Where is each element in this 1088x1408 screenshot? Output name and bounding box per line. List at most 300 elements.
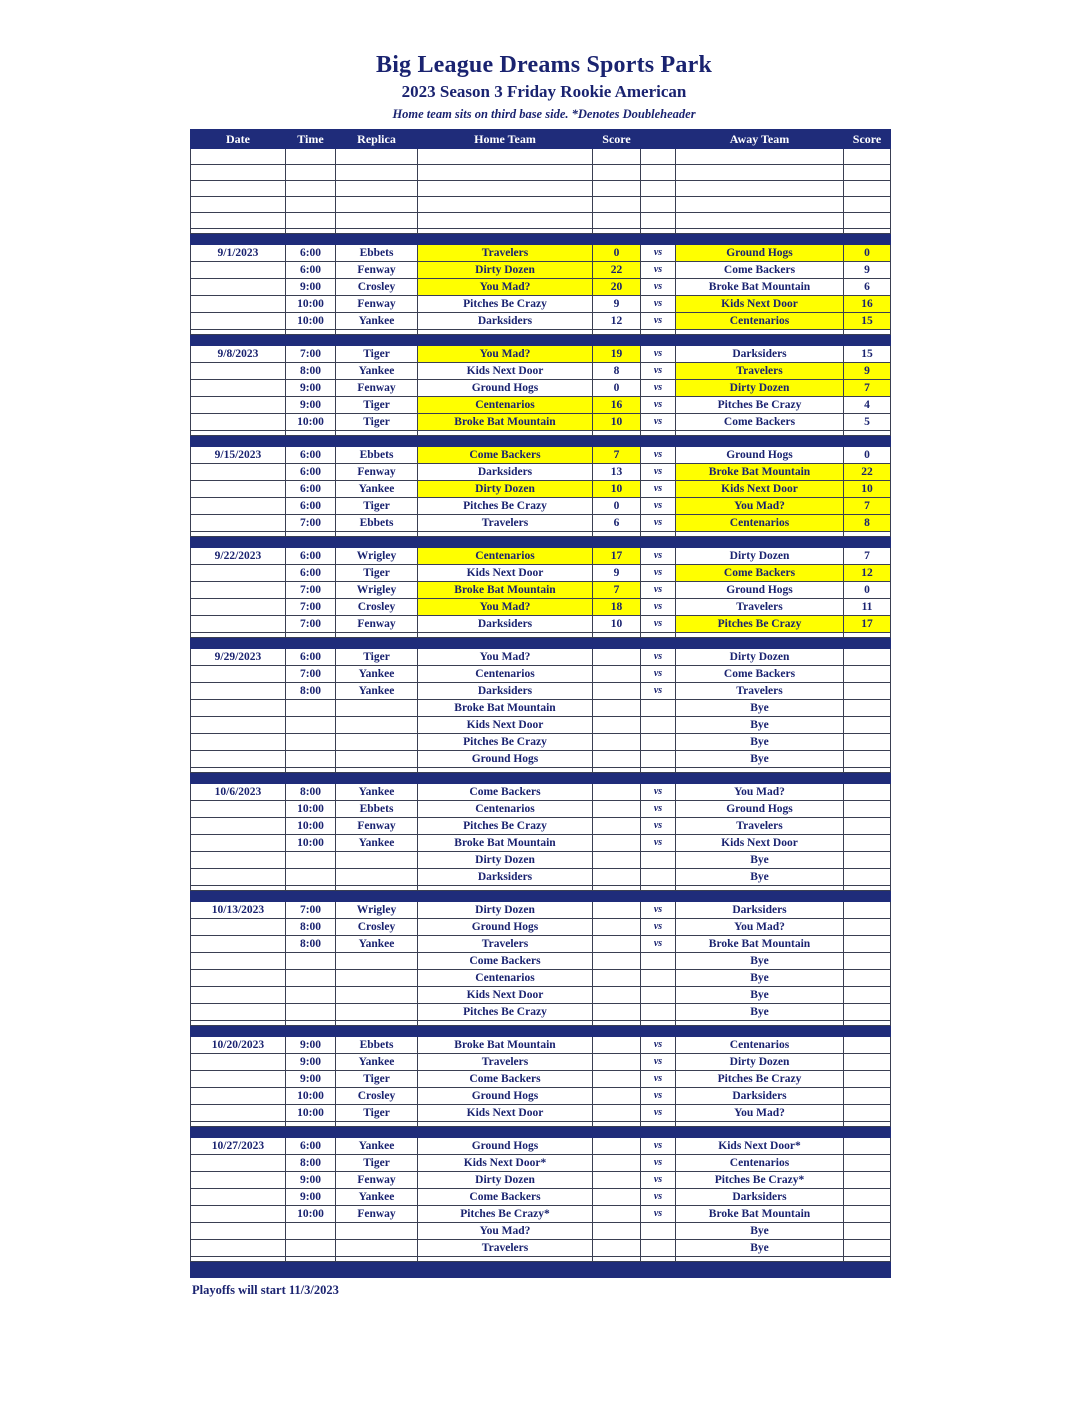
bye-row [191,987,891,1004]
date-cell [191,1054,286,1071]
time-cell: 9:00 [286,1037,336,1054]
replica-cell: Wrigley [336,548,418,565]
game-row [191,414,891,431]
away-team-cell: Bye [676,700,844,717]
date-cell: 9/1/2023 [191,245,286,262]
time-cell: 9:00 [286,1189,336,1206]
replica-cell: Tiger [336,498,418,515]
vs-cell: vs [641,313,676,330]
away-score-cell [844,1037,891,1054]
replica-cell: Yankee [336,481,418,498]
replica-cell [336,700,418,717]
vs-cell: vs [641,414,676,431]
empty-cell [418,165,593,181]
vs-cell: vs [641,380,676,397]
time-cell: 6:00 [286,565,336,582]
replica-cell: Ebbets [336,1037,418,1054]
empty-cell [844,197,891,213]
away-team-cell: Travelers [676,683,844,700]
home-score-cell: 0 [593,498,641,515]
away-score-cell [844,869,891,886]
away-team-cell: Darksiders [676,346,844,363]
away-team-cell: Centenarios [676,1155,844,1172]
away-score-cell [844,852,891,869]
empty-cell [418,213,593,229]
game-row [191,245,891,262]
replica-cell: Yankee [336,835,418,852]
date-cell [191,801,286,818]
vs-cell [641,700,676,717]
away-score-cell: 9 [844,363,891,380]
away-team-cell: Broke Bat Mountain [676,464,844,481]
away-score-cell [844,936,891,953]
home-score-cell: 18 [593,599,641,616]
home-score-cell [593,936,641,953]
home-team-cell: Darksiders [418,869,593,886]
table-header-row [191,130,891,149]
bottom-bar-row [191,1262,891,1278]
home-score-cell [593,919,641,936]
home-score-cell: 20 [593,279,641,296]
replica-cell: Yankee [336,666,418,683]
date-cell [191,717,286,734]
home-score-cell [593,818,641,835]
home-team-cell: Broke Bat Mountain [418,835,593,852]
date-cell [191,1206,286,1223]
home-team-cell: Come Backers [418,1189,593,1206]
date-cell [191,1240,286,1257]
away-score-cell: 6 [844,279,891,296]
date-cell: 10/27/2023 [191,1138,286,1155]
game-row [191,397,891,414]
time-cell [286,717,336,734]
away-team-cell: You Mad? [676,498,844,515]
away-score-cell [844,666,891,683]
away-score-cell [844,801,891,818]
vs-cell: vs [641,936,676,953]
home-score-cell [593,902,641,919]
time-cell: 8:00 [286,919,336,936]
home-team-cell: Pitches Be Crazy [418,734,593,751]
empty-cell [676,165,844,181]
date-cell [191,700,286,717]
replica-cell: Ebbets [336,447,418,464]
home-score-cell: 0 [593,380,641,397]
vs-cell: vs [641,835,676,852]
away-team-cell: Broke Bat Mountain [676,936,844,953]
away-team-cell: Bye [676,1004,844,1021]
vs-cell: vs [641,1206,676,1223]
vs-cell: vs [641,1172,676,1189]
vs-cell: vs [641,515,676,532]
separator-bar [191,638,891,649]
date-cell [191,296,286,313]
vs-cell [641,953,676,970]
replica-cell [336,1223,418,1240]
replica-cell: Yankee [336,784,418,801]
home-score-cell [593,835,641,852]
bye-row [191,970,891,987]
column-header-vs [641,130,676,149]
replica-cell [336,734,418,751]
game-row [191,616,891,633]
bye-row [191,953,891,970]
game-row [191,1172,891,1189]
time-cell: 6:00 [286,245,336,262]
away-team-cell: Bye [676,852,844,869]
date-cell [191,397,286,414]
time-cell: 7:00 [286,902,336,919]
replica-cell: Crosley [336,1088,418,1105]
replica-cell: Fenway [336,464,418,481]
date-cell [191,1105,286,1122]
replica-cell: Tiger [336,346,418,363]
empty-cell [418,181,593,197]
away-score-cell [844,784,891,801]
vs-cell: vs [641,666,676,683]
home-score-cell: 19 [593,346,641,363]
replica-cell [336,970,418,987]
vs-cell: vs [641,1138,676,1155]
section-separator-row [191,638,891,649]
away-team-cell: Kids Next Door [676,835,844,852]
replica-cell: Fenway [336,380,418,397]
game-row [191,1138,891,1155]
time-cell: 6:00 [286,464,336,481]
game-row [191,313,891,330]
time-cell: 6:00 [286,447,336,464]
time-cell: 10:00 [286,835,336,852]
home-team-cell: Come Backers [418,1071,593,1088]
home-team-cell: Centenarios [418,397,593,414]
home-team-cell: Come Backers [418,953,593,970]
vs-cell [641,970,676,987]
empty-cell [844,213,891,229]
home-team-cell: Pitches Be Crazy [418,1004,593,1021]
replica-cell: Yankee [336,936,418,953]
home-team-cell: Broke Bat Mountain [418,414,593,431]
away-team-cell: Bye [676,717,844,734]
game-row [191,363,891,380]
away-team-cell: Broke Bat Mountain [676,1206,844,1223]
away-team-cell: Come Backers [676,565,844,582]
home-team-cell: Pitches Be Crazy [418,818,593,835]
home-score-cell: 22 [593,262,641,279]
vs-cell: vs [641,919,676,936]
time-cell: 6:00 [286,548,336,565]
replica-cell: Crosley [336,599,418,616]
home-score-cell: 10 [593,481,641,498]
time-cell [286,1223,336,1240]
empty-cell [191,149,286,165]
date-cell [191,987,286,1004]
replica-cell: Crosley [336,279,418,296]
vs-cell: vs [641,1189,676,1206]
replica-cell: Tiger [336,397,418,414]
home-score-cell: 17 [593,548,641,565]
home-team-cell: Broke Bat Mountain [418,582,593,599]
game-row [191,919,891,936]
home-team-cell: Darksiders [418,313,593,330]
section-separator-row [191,1026,891,1037]
time-cell: 9:00 [286,397,336,414]
section-separator-row [191,335,891,346]
home-team-cell: You Mad? [418,346,593,363]
away-score-cell [844,919,891,936]
empty-cell [676,149,844,165]
replica-cell: Ebbets [336,515,418,532]
column-header-replica: Replica [336,130,418,149]
away-team-cell: Ground Hogs [676,447,844,464]
date-cell [191,869,286,886]
replica-cell: Yankee [336,683,418,700]
vs-cell [641,1240,676,1257]
page-header [0,0,1088,122]
separator-bar [191,436,891,447]
away-score-cell: 22 [844,464,891,481]
empty-cell [191,213,286,229]
away-team-cell: Travelers [676,363,844,380]
away-score-cell [844,1071,891,1088]
replica-cell: Ebbets [336,801,418,818]
home-team-cell: Dirty Dozen [418,262,593,279]
away-score-cell [844,1155,891,1172]
replica-cell: Fenway [336,616,418,633]
time-cell: 10:00 [286,801,336,818]
vs-cell: vs [641,548,676,565]
empty-cell [336,165,418,181]
replica-cell: Wrigley [336,902,418,919]
home-score-cell [593,987,641,1004]
home-team-cell: Centenarios [418,548,593,565]
game-row [191,1189,891,1206]
date-cell [191,1223,286,1240]
replica-cell: Fenway [336,1206,418,1223]
bye-row [191,700,891,717]
away-score-cell: 8 [844,515,891,532]
home-team-cell: Centenarios [418,970,593,987]
section-separator-row [191,891,891,902]
time-cell: 7:00 [286,515,336,532]
replica-cell: Tiger [336,649,418,666]
home-score-cell [593,1240,641,1257]
replica-cell [336,953,418,970]
time-cell: 8:00 [286,363,336,380]
home-score-cell [593,1223,641,1240]
game-row [191,296,891,313]
replica-cell: Crosley [336,919,418,936]
date-cell [191,464,286,481]
section-separator-row [191,1127,891,1138]
date-cell [191,1172,286,1189]
empty-cell [844,181,891,197]
away-team-cell: Centenarios [676,1037,844,1054]
replica-cell: Fenway [336,818,418,835]
date-cell [191,818,286,835]
time-cell: 9:00 [286,1071,336,1088]
away-score-cell [844,1223,891,1240]
home-team-cell: Kids Next Door [418,717,593,734]
date-cell [191,1088,286,1105]
replica-cell: Tiger [336,1071,418,1088]
away-team-cell: Kids Next Door [676,481,844,498]
date-cell: 9/15/2023 [191,447,286,464]
vs-cell: vs [641,902,676,919]
away-team-cell: Bye [676,1240,844,1257]
home-score-cell [593,784,641,801]
vs-cell: vs [641,784,676,801]
game-row [191,481,891,498]
time-cell: 9:00 [286,1054,336,1071]
time-cell: 7:00 [286,346,336,363]
replica-cell [336,869,418,886]
vs-cell [641,1004,676,1021]
time-cell: 7:00 [286,582,336,599]
away-team-cell: Kids Next Door [676,296,844,313]
away-team-cell: Bye [676,987,844,1004]
game-row [191,548,891,565]
home-score-cell: 16 [593,397,641,414]
away-score-cell [844,649,891,666]
vs-cell [641,987,676,1004]
away-score-cell [844,1172,891,1189]
time-cell: 7:00 [286,666,336,683]
time-cell: 10:00 [286,296,336,313]
time-cell: 8:00 [286,1155,336,1172]
empty-cell [676,213,844,229]
empty-row [191,213,891,229]
away-team-cell: Come Backers [676,666,844,683]
vs-cell: vs [641,1155,676,1172]
home-team-cell: Pitches Be Crazy [418,498,593,515]
empty-cell [418,149,593,165]
replica-cell: Fenway [336,1172,418,1189]
vs-cell: vs [641,279,676,296]
away-score-cell [844,953,891,970]
time-cell: 7:00 [286,599,336,616]
section-separator-row [191,436,891,447]
home-score-cell [593,953,641,970]
empty-cell [336,149,418,165]
replica-cell [336,1004,418,1021]
replica-cell [336,717,418,734]
bye-row [191,852,891,869]
home-score-cell: 13 [593,464,641,481]
away-team-cell: Darksiders [676,902,844,919]
away-score-cell [844,1189,891,1206]
home-score-cell [593,1172,641,1189]
home-team-cell: Dirty Dozen [418,481,593,498]
date-cell [191,666,286,683]
time-cell [286,1004,336,1021]
game-row [191,346,891,363]
home-team-note: Home team sits on third base side. *Denotes Doubleheader [392,107,696,121]
replica-cell [336,852,418,869]
time-cell: 6:00 [286,481,336,498]
playoffs-note: Playoffs will start 11/3/2023 [192,1283,339,1297]
replica-cell: Fenway [336,262,418,279]
separator-bar [191,1026,891,1037]
date-cell [191,936,286,953]
home-score-cell: 6 [593,515,641,532]
game-row [191,1155,891,1172]
away-score-cell: 4 [844,397,891,414]
bye-row [191,717,891,734]
home-score-cell [593,1105,641,1122]
time-cell: 10:00 [286,313,336,330]
date-cell [191,1189,286,1206]
time-cell [286,700,336,717]
vs-cell [641,869,676,886]
away-score-cell [844,1054,891,1071]
bye-row [191,734,891,751]
away-team-cell: Pitches Be Crazy [676,397,844,414]
home-score-cell [593,1189,641,1206]
time-cell: 10:00 [286,1105,336,1122]
game-row [191,447,891,464]
home-team-cell: Travelers [418,1240,593,1257]
game-row [191,1054,891,1071]
replica-cell: Tiger [336,1105,418,1122]
away-team-cell: Bye [676,970,844,987]
bye-row [191,1004,891,1021]
game-row [191,835,891,852]
empty-cell [676,181,844,197]
time-cell: 8:00 [286,936,336,953]
time-cell: 9:00 [286,1172,336,1189]
game-row [191,1206,891,1223]
home-team-cell: You Mad? [418,649,593,666]
home-score-cell [593,1206,641,1223]
away-score-cell [844,818,891,835]
home-score-cell [593,683,641,700]
empty-cell [191,165,286,181]
away-score-cell [844,1138,891,1155]
away-score-cell: 7 [844,498,891,515]
away-score-cell [844,683,891,700]
home-team-cell: Broke Bat Mountain [418,1037,593,1054]
date-cell [191,481,286,498]
vs-cell: vs [641,447,676,464]
home-team-cell: You Mad? [418,599,593,616]
home-team-cell: Kids Next Door [418,565,593,582]
empty-cell [286,165,336,181]
date-cell [191,852,286,869]
away-team-cell: Bye [676,734,844,751]
home-score-cell [593,751,641,768]
date-cell [191,919,286,936]
replica-cell: Tiger [336,565,418,582]
empty-cell [336,197,418,213]
game-row [191,582,891,599]
empty-row [191,197,891,213]
date-cell [191,313,286,330]
bye-row [191,1223,891,1240]
home-team-cell: Kids Next Door [418,363,593,380]
away-score-cell [844,717,891,734]
replica-cell: Yankee [336,313,418,330]
away-score-cell: 7 [844,548,891,565]
separator-bar [191,891,891,902]
schedule-table [190,129,891,1278]
home-score-cell: 10 [593,414,641,431]
column-header-away-team: Away Team [676,130,844,149]
home-team-cell: Darksiders [418,464,593,481]
away-team-cell: Travelers [676,818,844,835]
home-score-cell [593,1138,641,1155]
away-team-cell: Dirty Dozen [676,548,844,565]
replica-cell: Wrigley [336,582,418,599]
